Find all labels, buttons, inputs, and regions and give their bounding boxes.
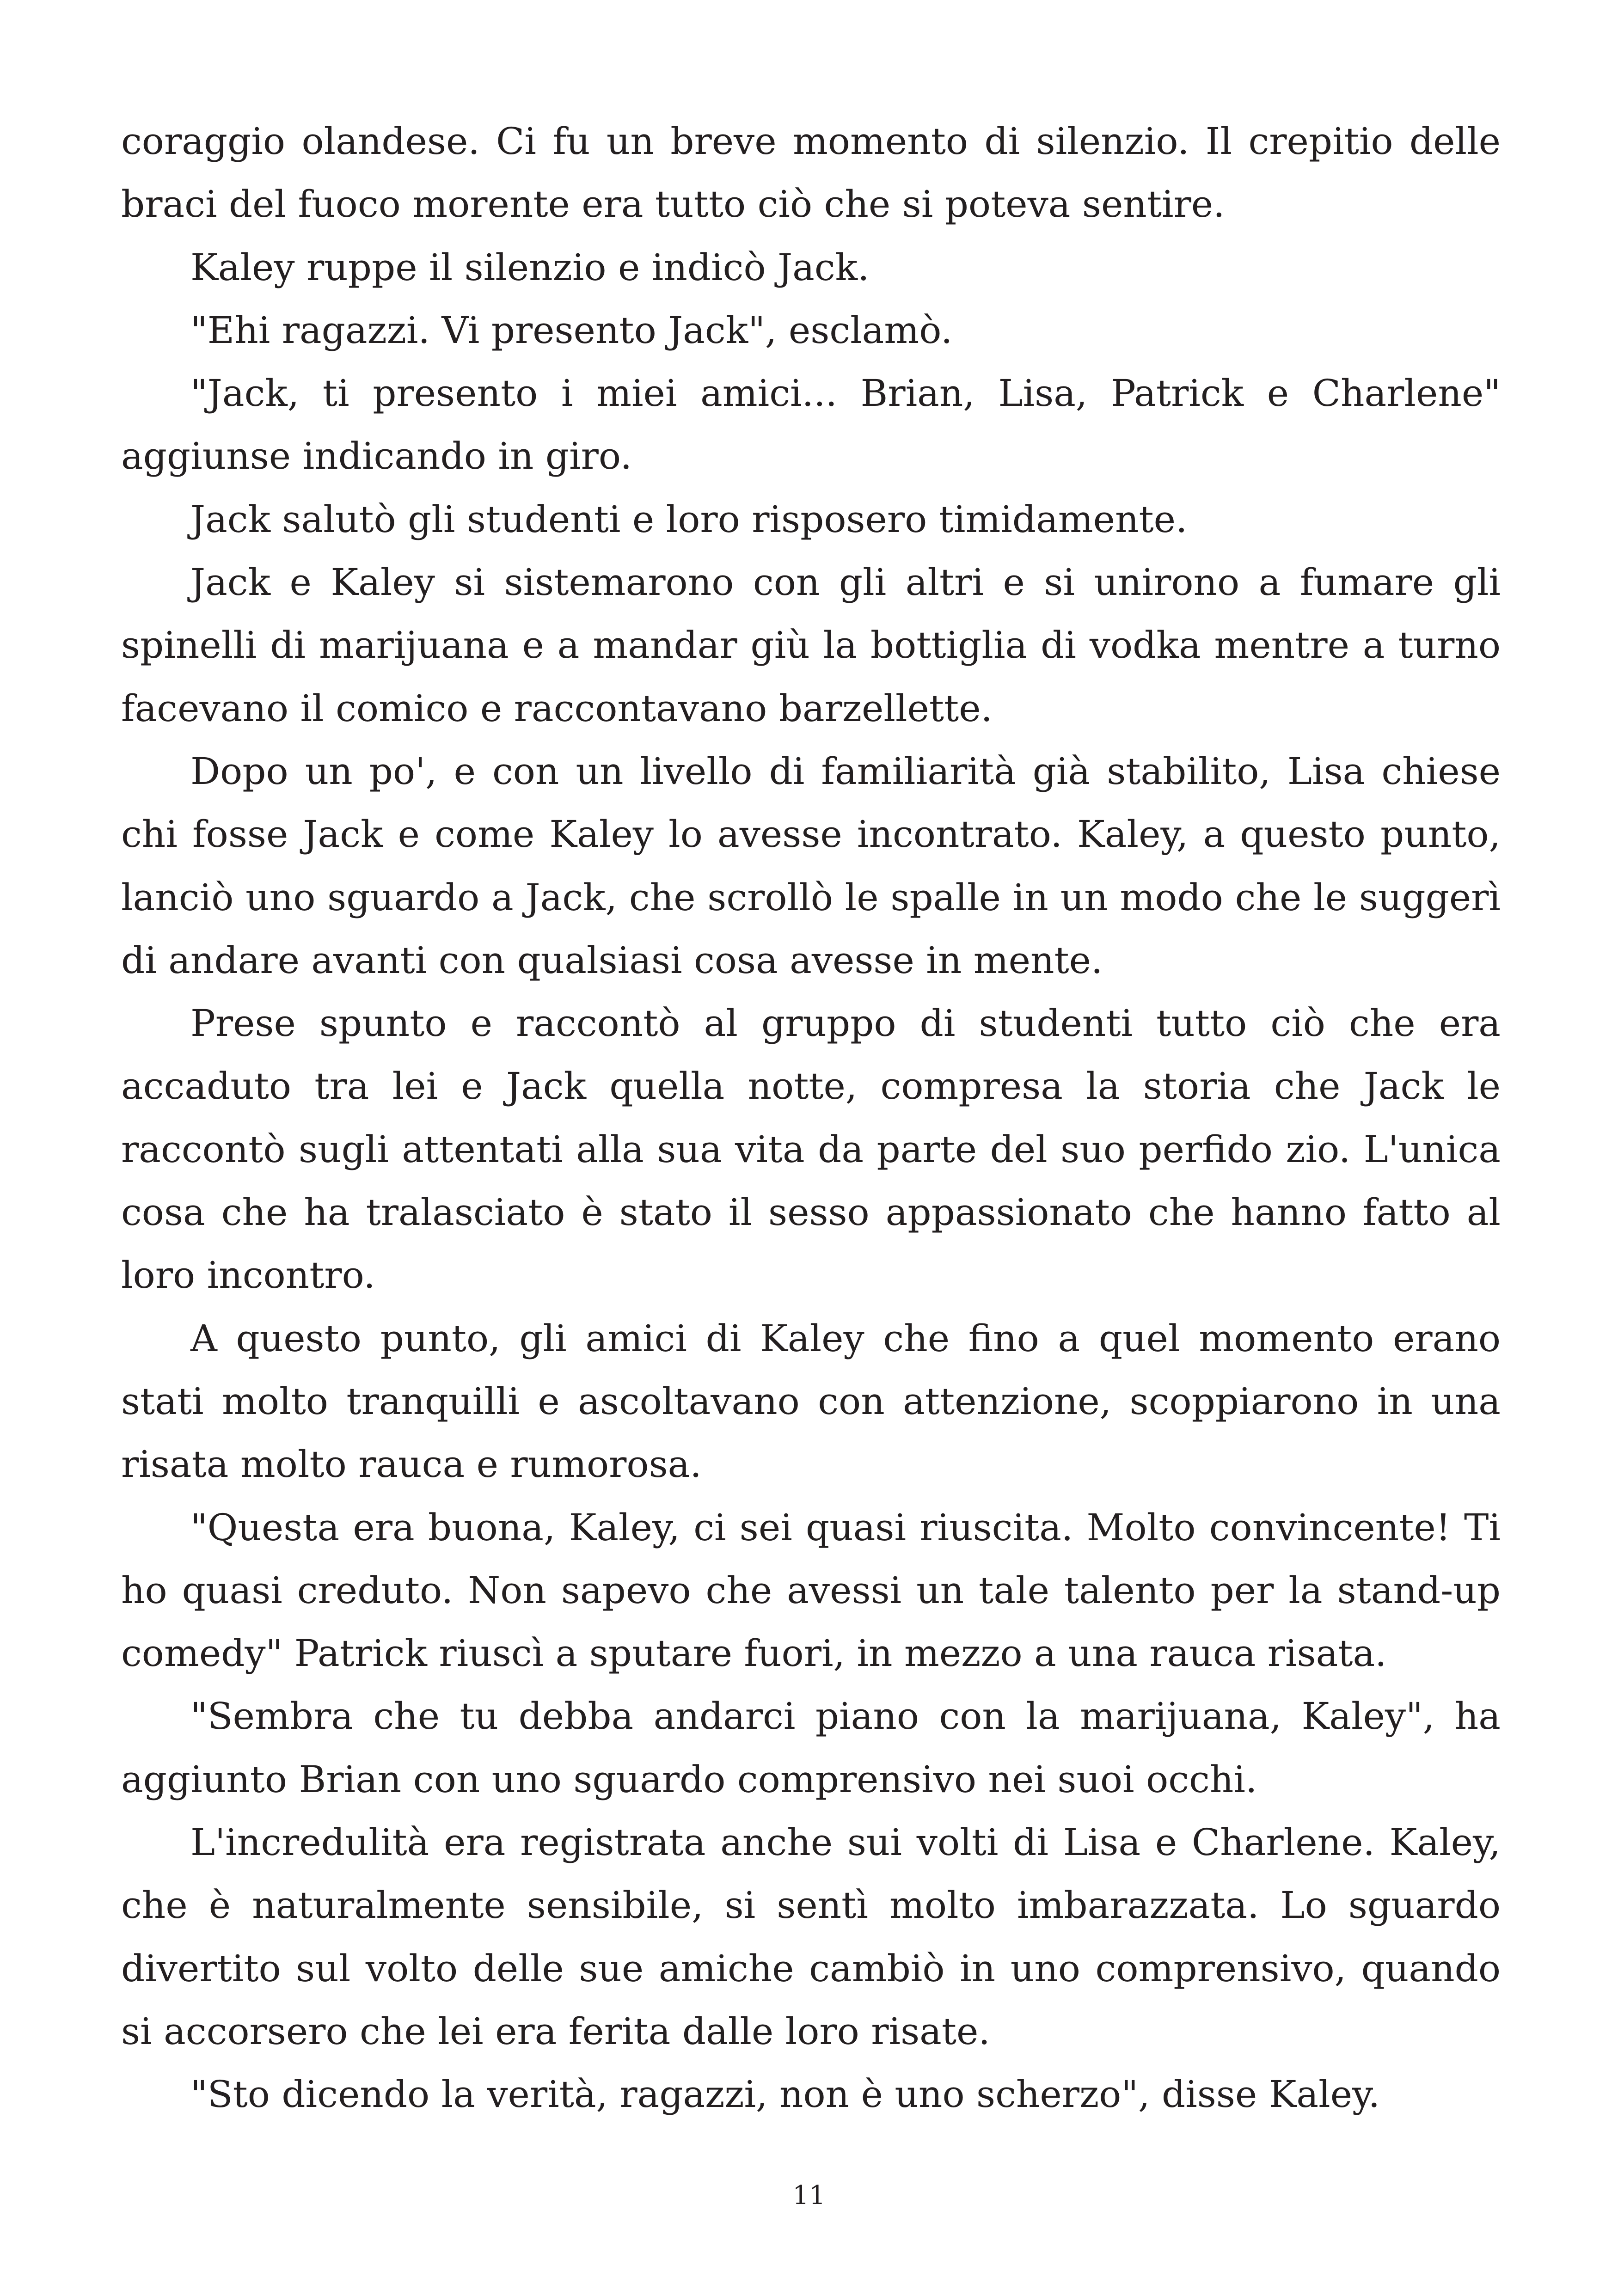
paragraph: "Sembra che tu debba andarci piano con la marijuana, Kaley", ha aggiunto Brian con uno sguardo comprensivo nei suoi occhi. [121, 1695, 1501, 1801]
paragraph: Kaley ruppe il silenzio e indicò Jack. [190, 245, 870, 289]
paragraph: "Jack, ti presento i miei amici... Brian, Lisa, Patrick e Charlene" aggiunse indicando in giro. [121, 372, 1501, 478]
page-number: 11 [792, 2180, 826, 2210]
paragraph: Dopo un po', e con un livello di familiarità già stabilito, Lisa chiese chi fosse Jack e come Kaley lo avesse incontrato. Kaley, a questo punto, lanciò uno sguardo a Jack, che scrollò le spalle in un modo che le suggerì di andare avanti con qualsiasi cosa avesse in mente. [121, 749, 1501, 982]
paragraph: "Questa era buona, Kaley, ci sei quasi riuscita. Molto convincente! Ti ho quasi creduto. Non sapevo che avessi un tale talento per la stand-up comedy" Patrick riuscì a sputare fuori, in mezzo a una rauca risata. [121, 1506, 1501, 1675]
paragraph: Jack salutò gli studenti e loro risposero timidamente. [190, 497, 1188, 541]
paragraph: Jack e Kaley si sistemarono con gli altri e si unirono a fumare gli spinelli di marijuana e a mandar giù la bottiglia di vodka mentre a turno facevano il comico e raccontavano barzellette. [121, 561, 1501, 730]
paragraph-continuation: coraggio olandese. Ci fu un breve momento di silenzio. Il crepitio delle braci del fuoco morente era tutto ciò che si poteva sentire. [121, 120, 1501, 226]
paragraph: Prese spunto e raccontò al gruppo di studenti tutto ciò che era accaduto tra lei e Jack quella notte, compresa la storia che Jack le raccontò sugli attentati alla sua vita da parte del suo perfido zio. L'unica cosa che ha tralasciato è stato il sesso appassionato che hanno fatto al loro incontro. [121, 1002, 1501, 1297]
paragraph: A questo punto, gli amici di Kaley che fino a quel momento erano stati molto tranquilli e ascoltavano con attenzione, scoppiarono in una risata molto rauca e rumorosa. [121, 1316, 1501, 1486]
paragraph: "Ehi ragazzi. Vi presento Jack", esclamò. [190, 308, 953, 352]
paragraph: L'incredulità era registrata anche sui volti di Lisa e Charlene. Kaley, che è naturalmente sensibile, si sentì molto imbarazzata. Lo sguardo divertito sul volto delle sue amiche cambiò in uno comprensivo, quando si accorsero che lei era ferita dalle loro risate. [121, 1821, 1501, 2053]
paragraph: "Sto dicendo la verità, ragazzi, non è uno scherzo", disse Kaley. [190, 2073, 1380, 2116]
body-text [121, 110, 1501, 2126]
